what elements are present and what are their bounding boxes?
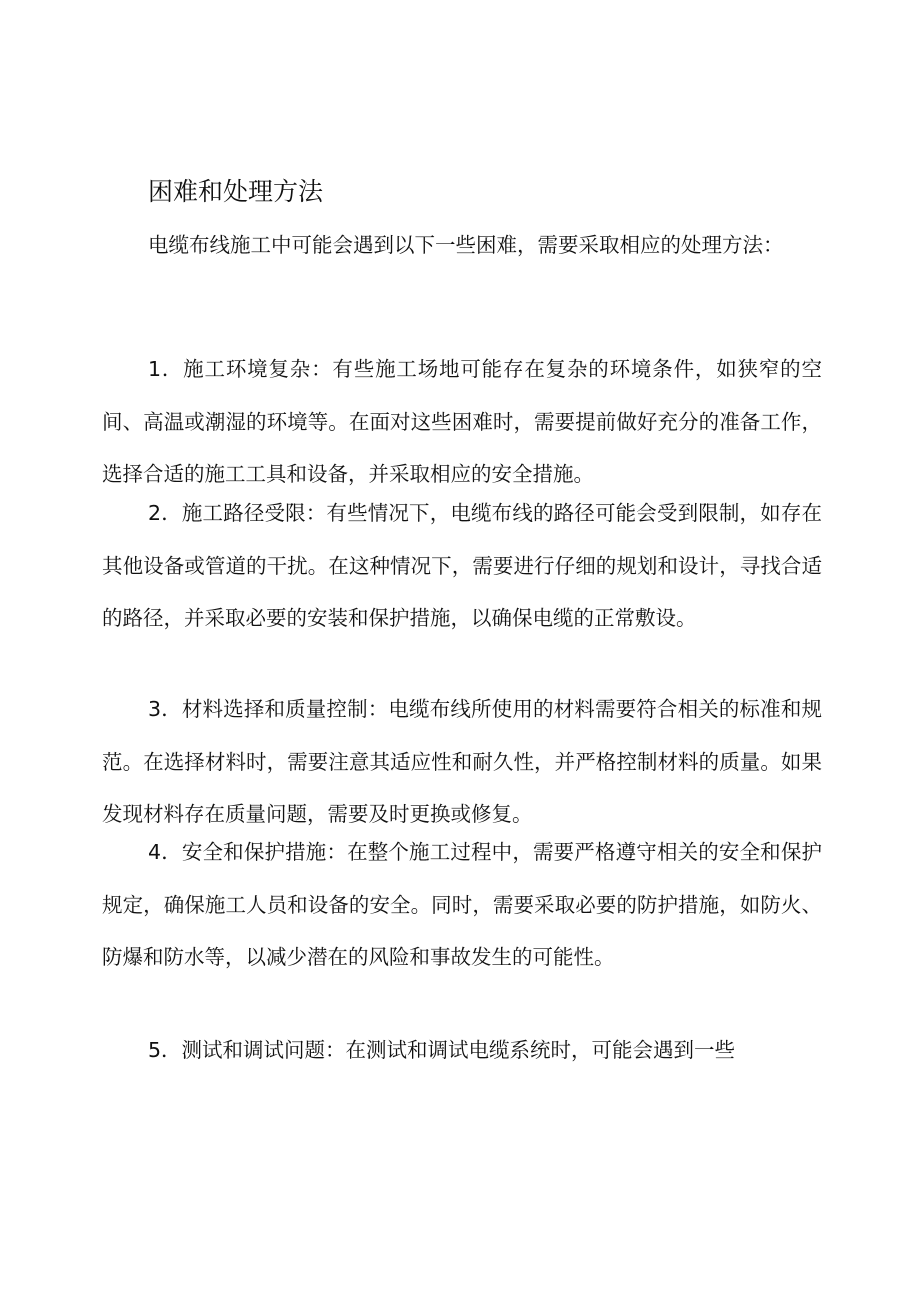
list-item-4: 4．安全和保护措施：在整个施工过程中，需要严格遵守相关的安全和保护规定，确保施工人员和设备的安全。同时，需要采取必要的防护措施，如防火、防爆和防水等，以减少潜在的风险和事故发生的可能性。 <box>102 840 822 969</box>
list-item-2: 2．施工路径受限：有些情况下，电缆布线的路径可能会受到限制，如存在其他设备或管道的干扰。在这种情况下，需要进行仔细的规划和设计，寻找合适的路径，并采取必要的安装和保护措施，以确保电缆的正常敷设。 <box>102 501 822 630</box>
document-title: 困难和处理方法 <box>148 177 324 206</box>
intro-paragraph: 电缆布线施工中可能会遇到以下一些困难，需要采取相应的处理方法： <box>148 233 784 257</box>
list-item-3: 3．材料选择和质量控制：电缆布线所使用的材料需要符合相关的标准和规范。在选择材料时，需要注意其适应性和耐久性，并严格控制材料的质量。如果发现材料存在质量问题，需要及时更换或修复。 <box>102 697 822 826</box>
list-item-5: 5．测试和调试问题：在测试和调试电缆系统时，可能会遇到一些 <box>148 1038 736 1062</box>
list-item-1: 1．施工环境复杂：有些施工场地可能存在复杂的环境条件，如狭窄的空间、高温或潮湿的环境等。在面对这些困难时，需要提前做好充分的准备工作，选择合适的施工工具和设备，并采取相应的安全措施。 <box>102 357 822 486</box>
